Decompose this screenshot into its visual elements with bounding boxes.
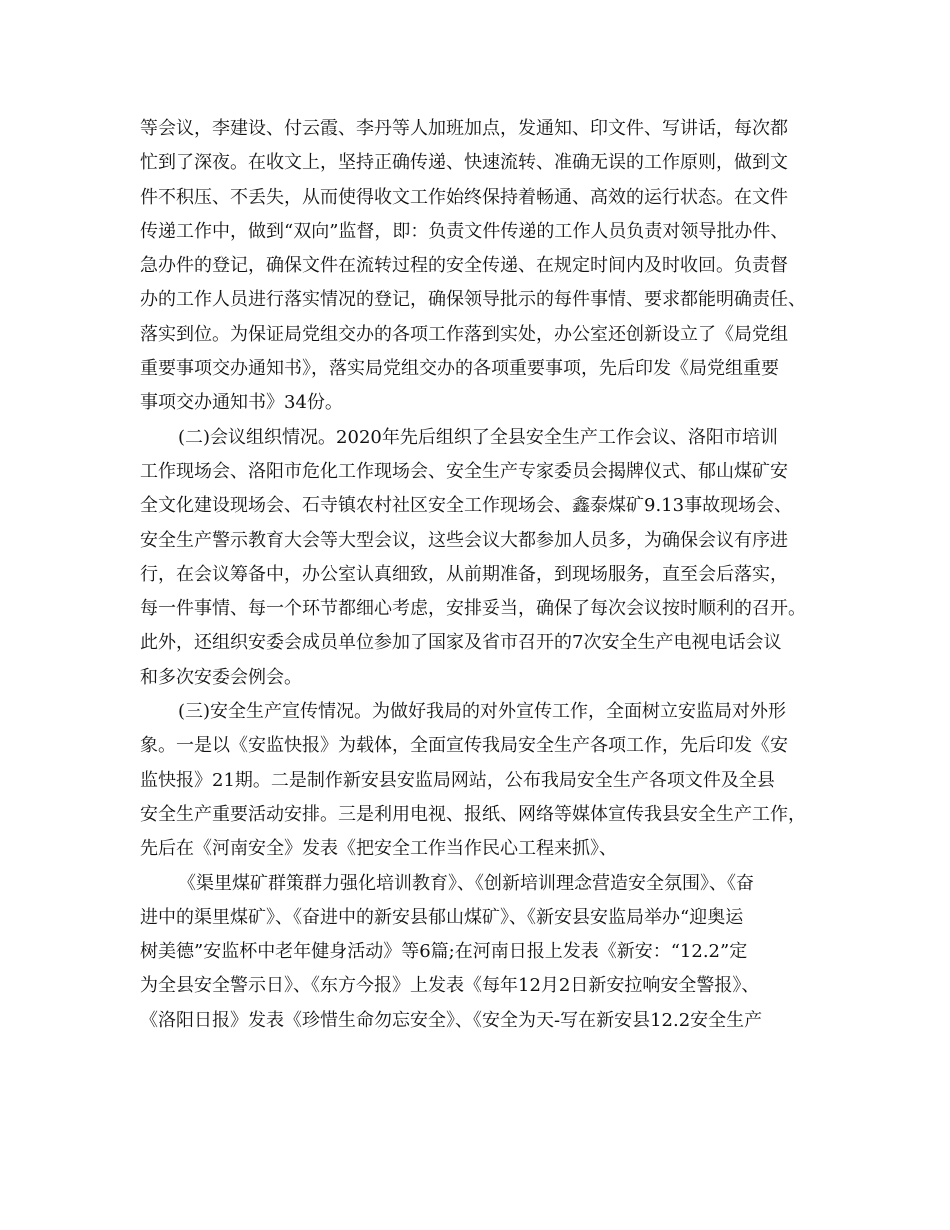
text-line: 象。一是以《安监快报》为载体，全面宣传我局安全生产各项工作，先后印发《安 [140,735,788,757]
text-line: 等会议，李建设、付云霞、李丹等人加班加点，发通知、印文件、写讲话，每次都 [140,118,788,139]
text-line: 件不积压、不丢失，从而使得收文工作始终保持着畅通、高效的运行状态。在文件 [140,186,788,208]
text-line: 监快报》21期。二是制作新安县安监局网站，公布我局安全生产各项文件及全县 [140,769,775,791]
text-line: 急办件的登记，确保文件在流转过程的安全传递、在规定时间内及时收回。负责督 [140,255,788,277]
text-line: 和多次安委会例会。 [140,666,302,688]
text-line: 安全生产警示教育大会等大型会议，这些会议大都参加人员多，为确保会议有序进 [140,529,788,551]
text-line: 忙到了深夜。在收文上，坚持正确传递、快速流转、准确无误的工作原则，做到文 [140,152,788,174]
text-line: 工作现场会、洛阳市危化工作现场会、安全生产专家委员会揭牌仪式、郁山煤矿安 [140,460,788,482]
text-line: 先后在《河南安全》发表《把安全工作当作民心工程来抓》、 [140,838,617,860]
text-line: 传递工作中，做到“双向”监督，即：负责文件传递的工作人员负责对领导批办件、 [140,220,789,242]
text-line: 落实到位。为保证局党组交办的各项工作落到实处，办公室还创新设立了《局党组 [140,323,788,345]
text-line: 树美德”安监杯中老年健身活动》等6篇;在河南日报上发表《新安：“12.2”定 [140,941,748,963]
text-line: 安全生产重要活动安排。三是利用电视、报纸、网络等媒体宣传我县安全生产工作， [140,803,806,825]
text-line: 此外，还组织安委会成员单位参加了国家及省市召开的7次安全生产电视电话会议 [140,632,782,654]
document-body [140,112,820,1038]
text-line: 行，在会议筹备中，办公室认真细致，从前期准备，到现场服务，直至会后落实， [140,563,788,585]
section-heading-line: (二)会议组织情况。2020年先后组织了全县安全生产工作会议、洛阳市培训 [178,426,778,448]
text-line: 进中的渠里煤矿》、《奋进中的新安县郁山煤矿》、《新安县安监局举办“迎奥运 [140,906,744,928]
text-line: 《洛阳日报》发表《珍惜生命勿忘安全》、《安全为天-写在新安县12.2安全生产 [140,1009,763,1031]
text-line: 办的工作人员进行落实情况的登记，确保领导批示的每件事情、要求都能明确责任、 [140,289,806,311]
section-heading-line: (三)安全生产宣传情况。为做好我局的对外宣传工作，全面树立安监局对外形 [178,701,787,723]
text-line: 每一件事情、每一个环节都细心考虑，安排妥当，确保了每次会议按时顺利的召开。 [140,598,806,620]
text-line: 《渠里煤矿群策群力强化培训教育》、《创新培训理念营造安全氛围》、《奋 [178,872,754,894]
text-line: 事项交办通知书》34份。 [140,392,343,414]
text-line: 为全县安全警示日》、《东方今报》上发表《每年12月2日新安拉响安全警报》、 [140,975,760,997]
text-line: 全文化建设现场会、石寺镇农村社区安全工作现场会、鑫泰煤矿9.13事故现场会、 [140,495,793,517]
text-line: 重要事项交办通知书》，落实局党组交办的各项重要事项，先后印发《局党组重要 [140,358,779,380]
